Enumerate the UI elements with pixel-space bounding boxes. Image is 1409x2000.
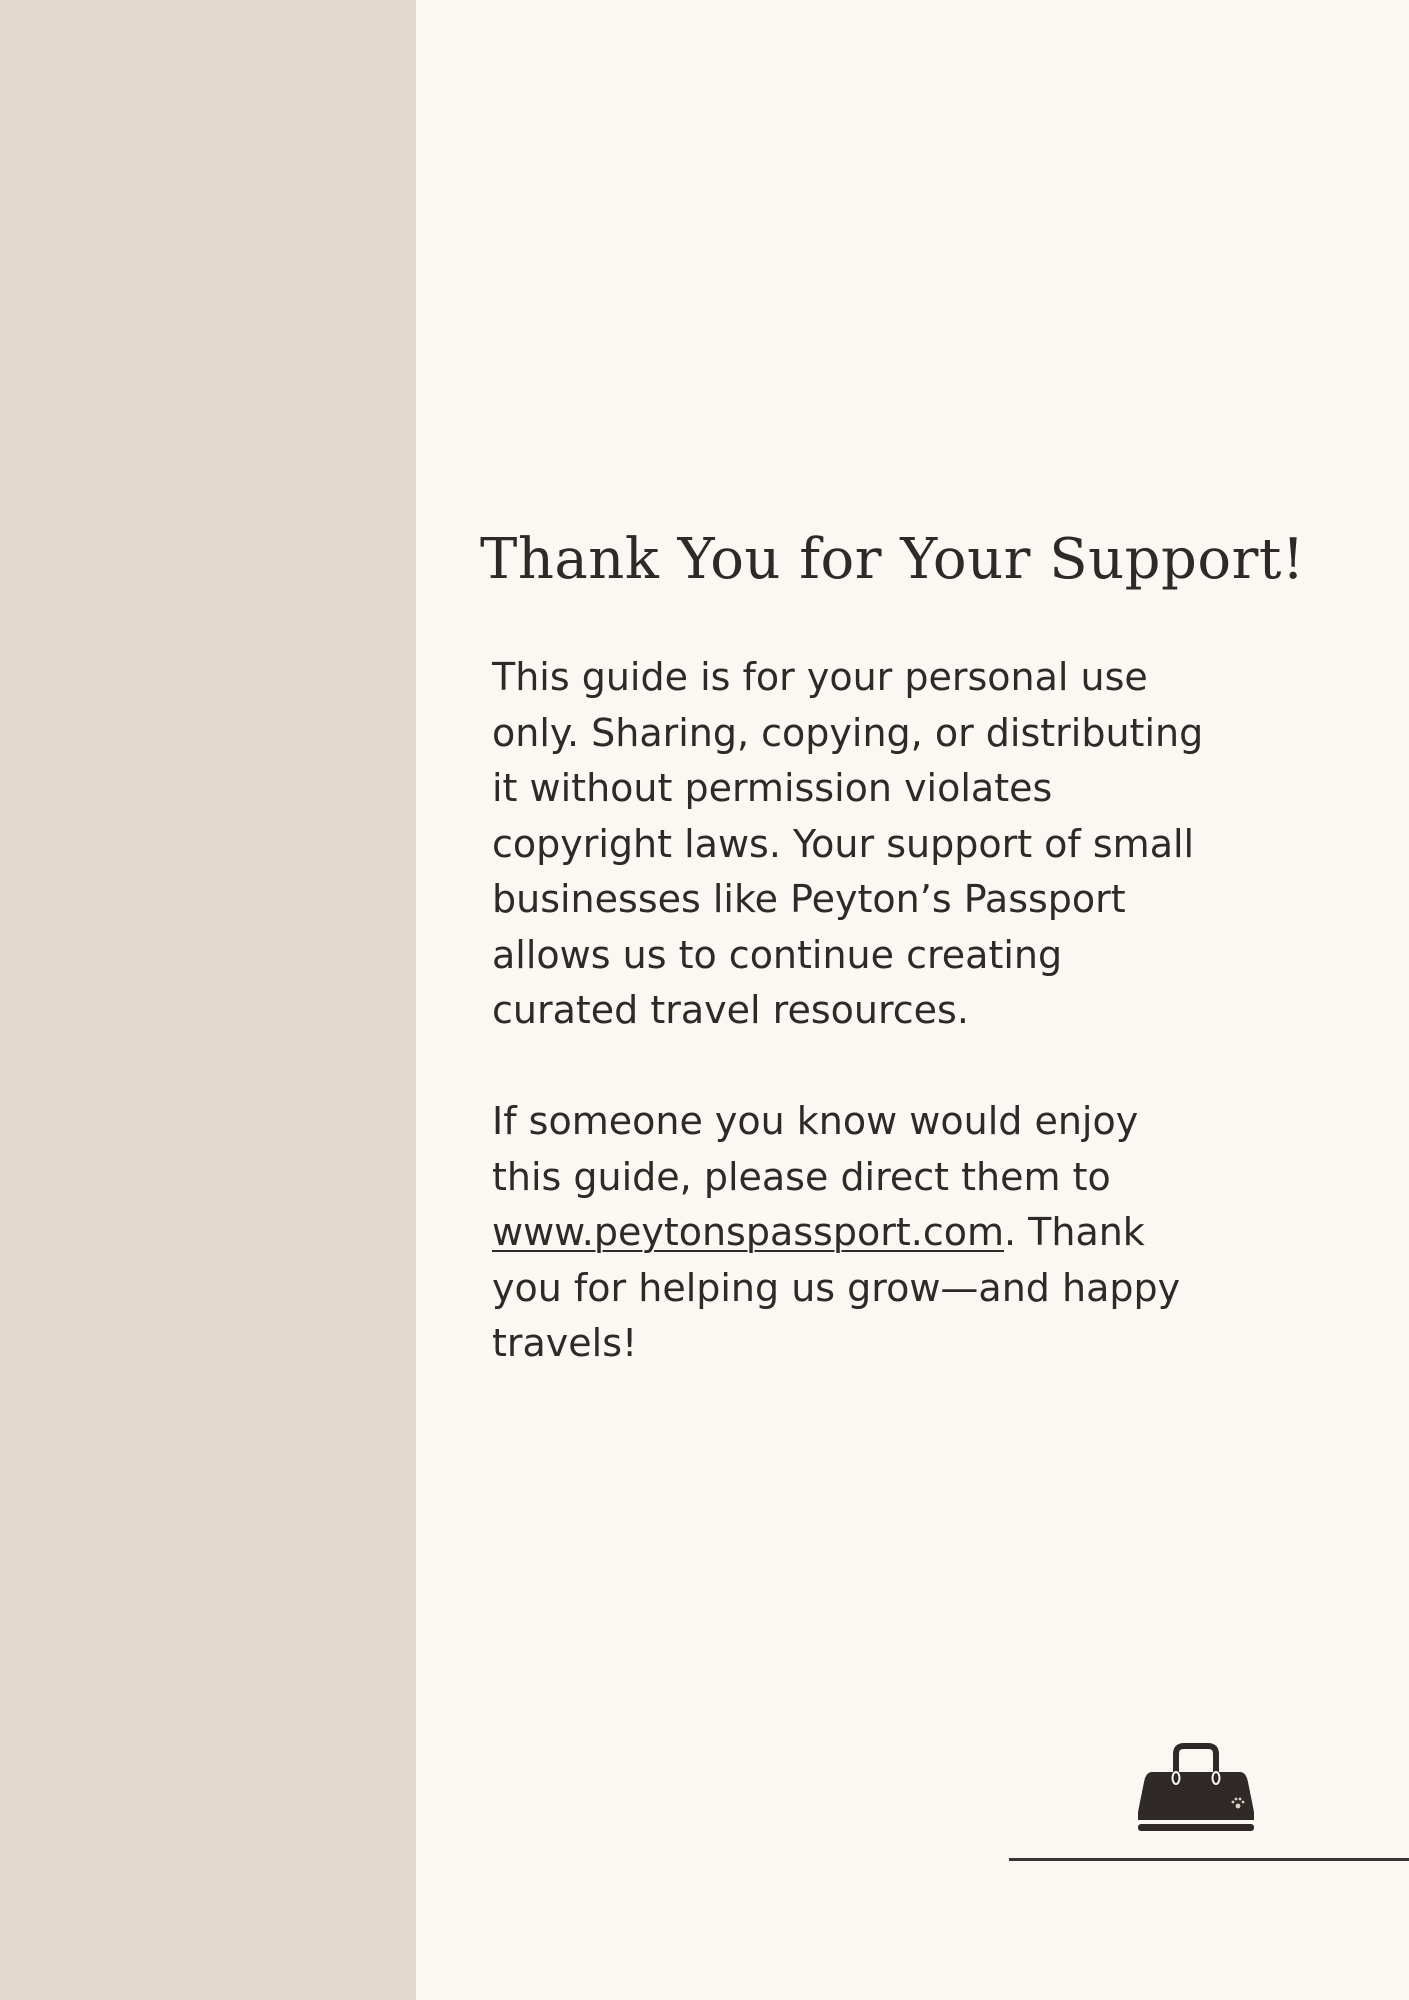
paragraph-referral-end: . Thank you for helping us grow—and happy travels! [492, 1210, 1181, 1365]
paragraph-referral-start: If someone you know would enjoy this guide, please direct them to [492, 1099, 1139, 1199]
bottom-divider [1009, 1858, 1409, 1861]
paragraph-copyright: This guide is for your personal use only. Sharing, copying, or distributing it without permission violates copyright laws. Your support of small businesses like Peyton’s Passport allows us to continue creating curated travel resources. [492, 655, 1204, 1032]
page-title: Thank You for Your Support! [480, 527, 1305, 592]
message-body [492, 650, 1212, 1372]
page-content [416, 0, 1409, 2000]
paragraph-referral [492, 1094, 1212, 1372]
travel-bag-icon [1134, 1742, 1258, 1834]
side-color-band [0, 0, 416, 2000]
website-link[interactable]: www.peytonspassport.com [492, 1210, 1004, 1254]
